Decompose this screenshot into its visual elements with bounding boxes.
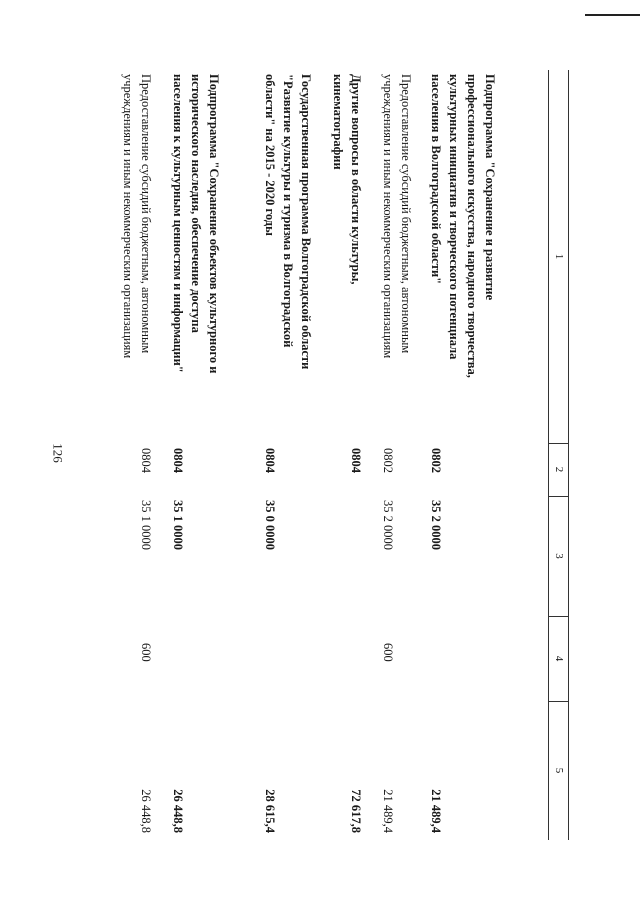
row-amount: 21 489,4	[429, 789, 443, 833]
row-target-article: 35 2 0000	[381, 500, 395, 550]
row-section: 0802	[429, 448, 443, 473]
row-target-article: 35 2 0000	[429, 500, 443, 550]
row-name: Предоставление субсидий бюджетным, автономным учреждениям и иным некоммерческим организациям	[381, 74, 413, 359]
row-expense-type: 600	[139, 643, 153, 662]
header-col-1: 1	[553, 253, 565, 260]
row-expense-type: 600	[381, 643, 395, 662]
row-section: 0802	[381, 448, 395, 473]
row-amount: 28 615,4	[263, 789, 277, 833]
row-name: Государственная программа Волгоградской области "Развитие культуры и туризма в Волгоградской области" на 2015 - 2020 годы	[263, 74, 313, 370]
row-name: Предоставление субсидий бюджетным, автономным учреждениям и иным некоммерческим организациям	[121, 74, 153, 359]
table-row	[379, 70, 427, 840]
row-amount: 72 617,8	[349, 789, 363, 833]
row-target-article: 35 1 0000	[171, 500, 185, 550]
row-target-article: 35 0 0000	[263, 500, 277, 550]
table-row	[119, 70, 169, 840]
page-number: 126	[50, 443, 66, 463]
header-col-5: 5	[553, 767, 565, 774]
row-target-article: 35 1 0000	[139, 500, 153, 550]
row-section: 0804	[171, 448, 185, 473]
table-row	[329, 70, 379, 840]
budget-table	[84, 70, 569, 840]
table-row	[261, 70, 329, 840]
row-section: 0804	[263, 448, 277, 473]
page-edge-line	[585, 14, 640, 16]
row-name: Подпрограмма "Сохранение и развитие профессионального искусства, народного творчества, культурных инициатив и творческого потенциала населения в Волгоградской области"	[429, 74, 497, 378]
row-name: Подпрограмма "Сохранение объектов культурного и исторического наследия, обеспечение доступа населения к культурным ценностям и информации"	[171, 74, 221, 374]
header-col-3: 3	[553, 553, 565, 559]
row-section: 0804	[349, 448, 363, 473]
table-row	[169, 70, 261, 840]
row-name: Другие вопросы в области культуры, кинематографии	[331, 74, 363, 285]
row-amount: 26 448,8	[139, 789, 153, 833]
row-amount: 26 448,8	[171, 789, 185, 833]
row-section: 0804	[139, 448, 153, 473]
table-row	[427, 70, 547, 840]
header-col-2: 2	[553, 466, 565, 473]
row-amount: 21 489,4	[381, 789, 395, 833]
header-col-4: 4	[553, 655, 565, 662]
